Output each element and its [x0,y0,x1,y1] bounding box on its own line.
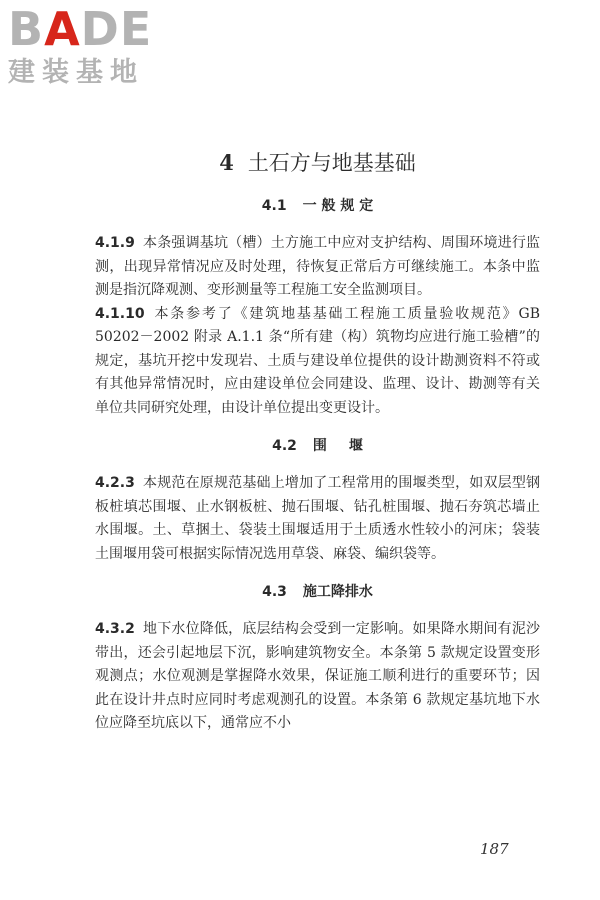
clause-number: 4.1.10 [95,305,145,322]
clause-paragraph [95,472,540,566]
section-body-4-1 [95,232,540,420]
clause-number: 4.1.9 [95,235,135,251]
chapter-heading [95,148,540,178]
bade-logo [8,4,178,94]
section-number: 4.1 [261,198,287,214]
clause-number: 4.2.3 [95,475,135,491]
section-title-part: 围 [312,438,327,454]
section-number: 4.2 [272,438,297,454]
chapter-title: 土石方与地基基础 [247,151,416,175]
clause-text: 本条参考了《建筑地基基础工程施工质量验收规范》GB 50202－2002 附录 A.1.1 条“所有建（构）筑物均应进行施工验槽”的规定，基坑开挖中发现岩、土质与建设单位提供的设计勘测资料不符或有其他异常情况时，应由建设单位会同建设、监理、设计、勘测等有关单位共同研究处理，由设计单位提出变更设计。 [95,305,540,416]
clause-text: 本条强调基坑（槽）土方施工中应对支护结构、周围环境进行监测，出现异常情况应及时处理，待恢复正常后方可继续施工。本条中监测是指沉降观测、变形测量等工程施工安全监测项目。 [95,235,540,298]
logo-letters-de: DE [80,2,153,56]
page-number: 187 [480,840,509,858]
document-page [95,148,540,752]
clause-paragraph [95,232,540,303]
chapter-number: 4 [219,150,234,175]
clause-text: 本规范在原规范基础上增加了工程常用的围堰类型，如双层型钢板桩填芯围堰、止水钢板桩、抛石围堰、钻孔桩围堰、抛石夯筑芯墙止水围堰。土、草捆土、袋装土围堰适用于土质透水性较小的河床；袋装土围堰用袋可根据实际情况选用草袋、麻袋、编织袋等。 [95,475,540,562]
section-title-part: 堰 [348,438,363,454]
clause-text: 地下水位降低，底层结构会受到一定影响。如果降水期间有泥沙带出，还会引起地层下沉，影响建筑物安全。本条第 5 款规定设置变形观测点；水位观测是掌握降水效果，保证施工顺利进行的重要环节；因此在设计井点时应同时考虑观测孔的设置。本条第 6 款规定基坑地下水位应降至坑底以下，通常应不小 [95,621,540,731]
section-heading-4-2 [95,436,540,456]
logo-subtitle: 建装基地 [8,57,144,88]
section-title: 一 般 规 定 [302,198,374,214]
logo-letter-b: B [8,2,45,56]
section-heading-4-1 [95,196,540,216]
clause-paragraph [95,303,540,421]
clause-paragraph [95,618,540,736]
section-heading-4-3 [95,582,540,602]
clause-number: 4.3.2 [95,621,135,637]
section-body-4-2 [95,472,540,566]
section-number: 4.3 [262,584,287,600]
section-title: 施工降排水 [302,584,373,600]
logo-letter-a: A [44,2,81,56]
section-body-4-3 [95,618,540,736]
logo-wordmark [8,4,178,54]
